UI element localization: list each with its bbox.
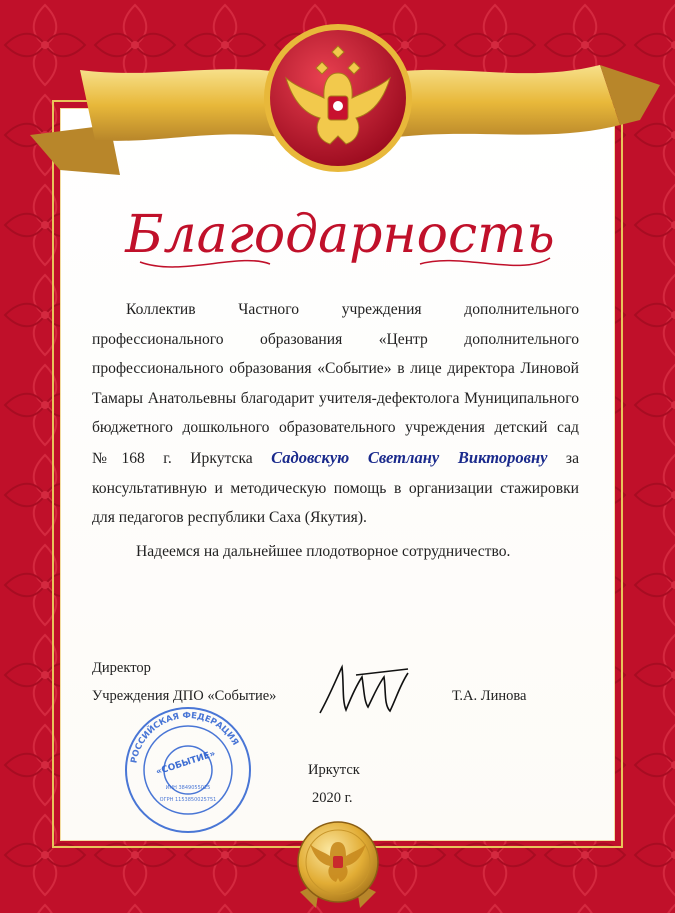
stamp-center-text: «СОБЫТИЕ» bbox=[154, 749, 217, 778]
russian-coat-of-arms-icon bbox=[258, 18, 418, 178]
closing-text: Надеемся на дальнейшее плодотворное сотрудничество. bbox=[136, 542, 511, 560]
recipient-name: Садовскую Светлану Викторовну bbox=[271, 447, 548, 467]
certificate-body bbox=[92, 295, 579, 566]
title-text: Благодарность bbox=[125, 205, 555, 265]
signer-name: Т.А. Линова bbox=[452, 688, 527, 704]
signer-role-line1: Директор bbox=[92, 660, 151, 676]
date-text: 2020 г. bbox=[312, 790, 353, 806]
title bbox=[120, 192, 560, 282]
intro-text: Коллектив Частного учреждения дополнительного профессионального образования «Центр дополнительного профессионального образования «Событие» в лице директора Линовой Тамары Анатольевны благодарит учителя-дефектолога Муниципального бюджетного дошкольного образовательного учреждения детский сад №168 г. Иркутска bbox=[92, 301, 579, 467]
signer-role-line2: Учреждения ДПО «Событие» bbox=[92, 688, 277, 704]
stamp-ogrn: ОГРН 1153850025751 bbox=[159, 797, 217, 803]
body-paragraph bbox=[92, 295, 579, 533]
place-text: Иркутск bbox=[308, 762, 360, 778]
stamp-ring-text: РОССИЙСКАЯ ФЕДЕРАЦИЯ bbox=[129, 710, 241, 765]
reason-text: за консультативную и методическую помощь в организации стажировки для педагогов республики Саха (Якутия). bbox=[92, 449, 579, 527]
stamp-inn: ИНН 3849055025 bbox=[165, 785, 211, 791]
gold-medal-eagle-icon bbox=[288, 812, 388, 912]
handwritten-signature bbox=[312, 655, 412, 725]
organization-stamp bbox=[118, 705, 258, 835]
